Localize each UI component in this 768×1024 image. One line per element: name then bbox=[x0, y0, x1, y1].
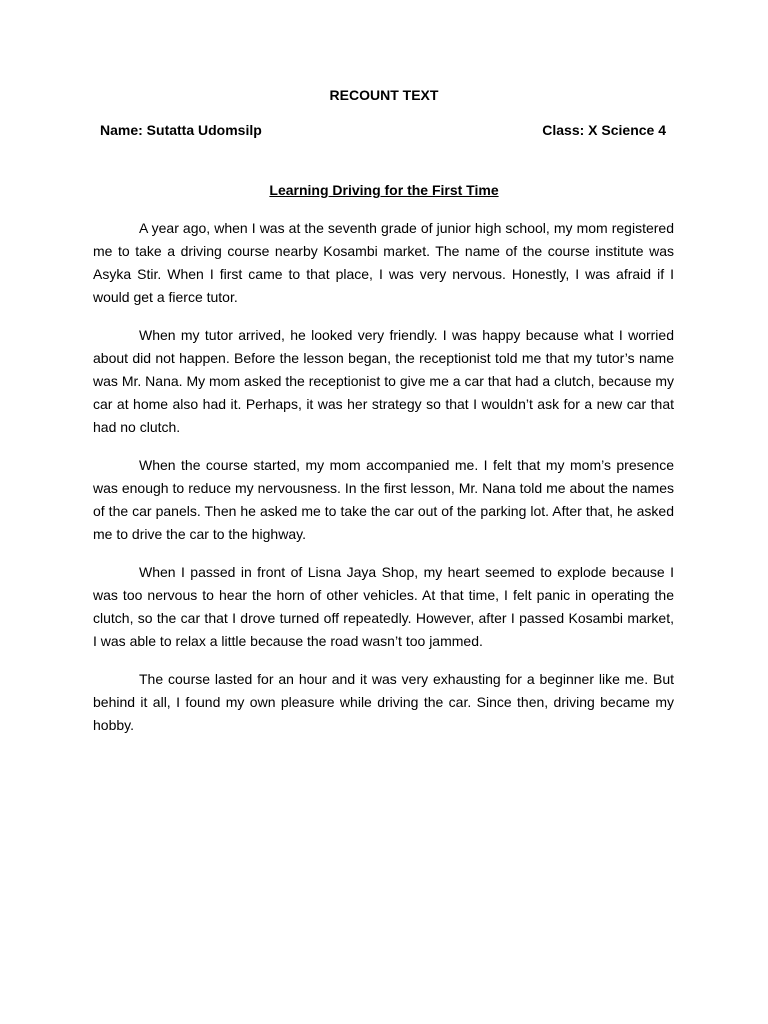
story-body bbox=[93, 217, 674, 752]
paragraph: When I passed in front of Lisna Jaya Shop, my heart seemed to explode because I was too nervous to hear the horn of other vehicles. At that time, I felt panic in operating the clutch, so the car that I drove turned off repeatedly. However, after I passed Kosambi market, I was able to relax a little because the road wasn’t too jammed. bbox=[93, 564, 674, 649]
paragraph: When my tutor arrived, he looked very friendly. I was happy because what I worried about did not happen. Before the lesson began, the receptionist told me that my tutor’s name was Mr. Nana. My mom asked the receptionist to give me a car that had a clutch, because my car at home also had it. Perhaps, it was her strategy so that I wouldn’t ask for a new car that had no clutch. bbox=[93, 327, 674, 435]
paragraph: A year ago, when I was at the seventh grade of junior high school, my mom registered me to take a driving course nearby Kosambi market. The name of the course institute was Asyka Stir. When I first came to that place, I was very nervous. Honestly, I was afraid if I would get a fierce tutor. bbox=[93, 220, 674, 305]
student-class: Class: X Science 4 bbox=[542, 122, 666, 138]
paragraph: The course lasted for an hour and it was very exhausting for a beginner like me. But behind it all, I found my own pleasure while driving the car. Since then, driving became my hobby. bbox=[93, 671, 674, 733]
paragraph: When the course started, my mom accompanied me. I felt that my mom’s presence was enough to reduce my nervousness. In the first lesson, Mr. Nana told me about the names of the car panels. Then he asked me to take the car out of the parking lot. After that, he asked me to drive the car to the highway. bbox=[93, 457, 674, 542]
student-name: Name: Sutatta Udomsilp bbox=[100, 122, 262, 138]
document-heading: RECOUNT TEXT bbox=[329, 87, 439, 103]
story-title: Learning Driving for the First Time bbox=[269, 182, 499, 198]
